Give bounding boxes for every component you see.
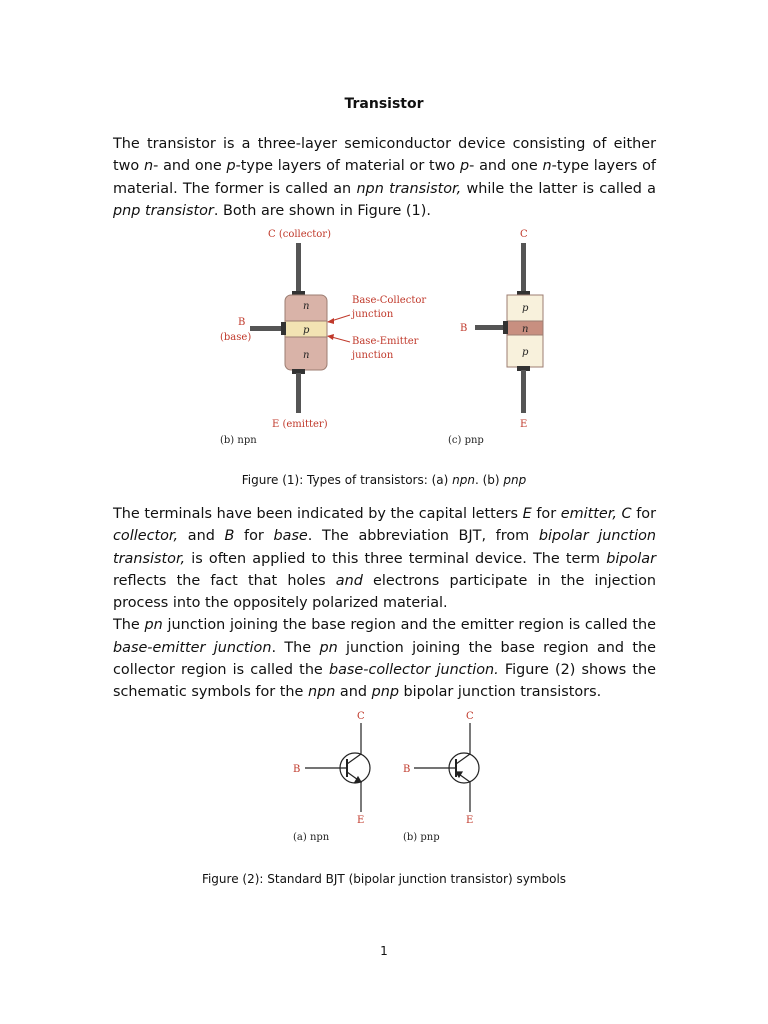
svg-text:E: E xyxy=(357,815,365,826)
figure-1-transistor-types xyxy=(210,225,550,450)
figure-2-bjt-symbols xyxy=(285,707,500,847)
pnp-symbol-subcaption: (b) pnp xyxy=(403,832,440,843)
svg-text:B: B xyxy=(293,764,301,775)
svg-text:p: p xyxy=(522,303,529,314)
figure-1-caption: Figure (1): Types of transistors: (a) npn. (b) pnp xyxy=(241,473,527,487)
pnp-emitter-label: E xyxy=(520,419,528,430)
pnp-collector-label: C xyxy=(520,229,528,240)
pnp-subcaption: (c) pnp xyxy=(448,435,484,446)
svg-text:Base-Emitter: Base-Emitter xyxy=(352,336,419,347)
svg-text:junction: junction xyxy=(352,309,394,320)
npn-layer-bot: n xyxy=(303,350,310,361)
npn-symbol xyxy=(293,711,370,843)
svg-text:B: B xyxy=(403,764,411,775)
svg-text:n: n xyxy=(522,324,529,335)
page-number: 1 xyxy=(380,944,388,958)
pnp-symbol xyxy=(403,711,479,843)
npn-base-letter: B xyxy=(238,317,246,328)
npn-base-lead xyxy=(250,326,285,331)
svg-text:Base-Collector: Base-Collector xyxy=(352,295,427,306)
npn-emitter-label: E (emitter) xyxy=(272,419,328,430)
npn-layer-diagram xyxy=(220,229,426,446)
svg-text:E: E xyxy=(466,815,474,826)
pnp-base-letter: B xyxy=(460,323,468,334)
npn-layer-top: n xyxy=(303,301,310,312)
npn-collector-lead xyxy=(296,243,301,295)
npn-collector-label: C (collector) xyxy=(268,229,331,240)
page-title: Transistor xyxy=(344,96,424,112)
svg-text:C: C xyxy=(466,711,474,722)
npn-base-paren: (base) xyxy=(220,332,252,343)
figure-2-caption: Figure (2): Standard BJT (bipolar junction transistor) symbols xyxy=(201,872,567,886)
pnp-layer-diagram xyxy=(448,229,543,446)
npn-symbol-subcaption: (a) npn xyxy=(293,832,330,843)
npn-subcaption: (b) npn xyxy=(220,435,257,446)
npn-layer-mid: p xyxy=(303,325,310,336)
svg-text:p: p xyxy=(522,347,529,358)
npn-emitter-lead xyxy=(296,373,301,413)
svg-text:junction: junction xyxy=(352,350,394,361)
terminals-paragraph: The terminals have been indicated by the capital letters E for emitter, C for collector, and B for base. The abbreviation BJT, from bipolar junction transistor, is often applied to this three terminal device. The term bipolar reflects the fact that holes and electrons participate in the injection process into the oppositely polarized material. The pn junction joining the base region and the emitter region is called the base-emitter junction. The pn junction joining the base region and the collector region is called the base-collector junction. Figure (2) shows the schematic symbols for the npn and pnp bipolar junction transistors. xyxy=(113,506,657,701)
intro-paragraph: The transistor is a three-layer semiconductor device consisting of either two n- and one p-type layers of material or two p- and one n-type layers of material. The former is called an npn transistor, while the latter is called a pnp transistor. Both are shown in Figure (1). xyxy=(113,136,656,219)
svg-text:C: C xyxy=(357,711,365,722)
